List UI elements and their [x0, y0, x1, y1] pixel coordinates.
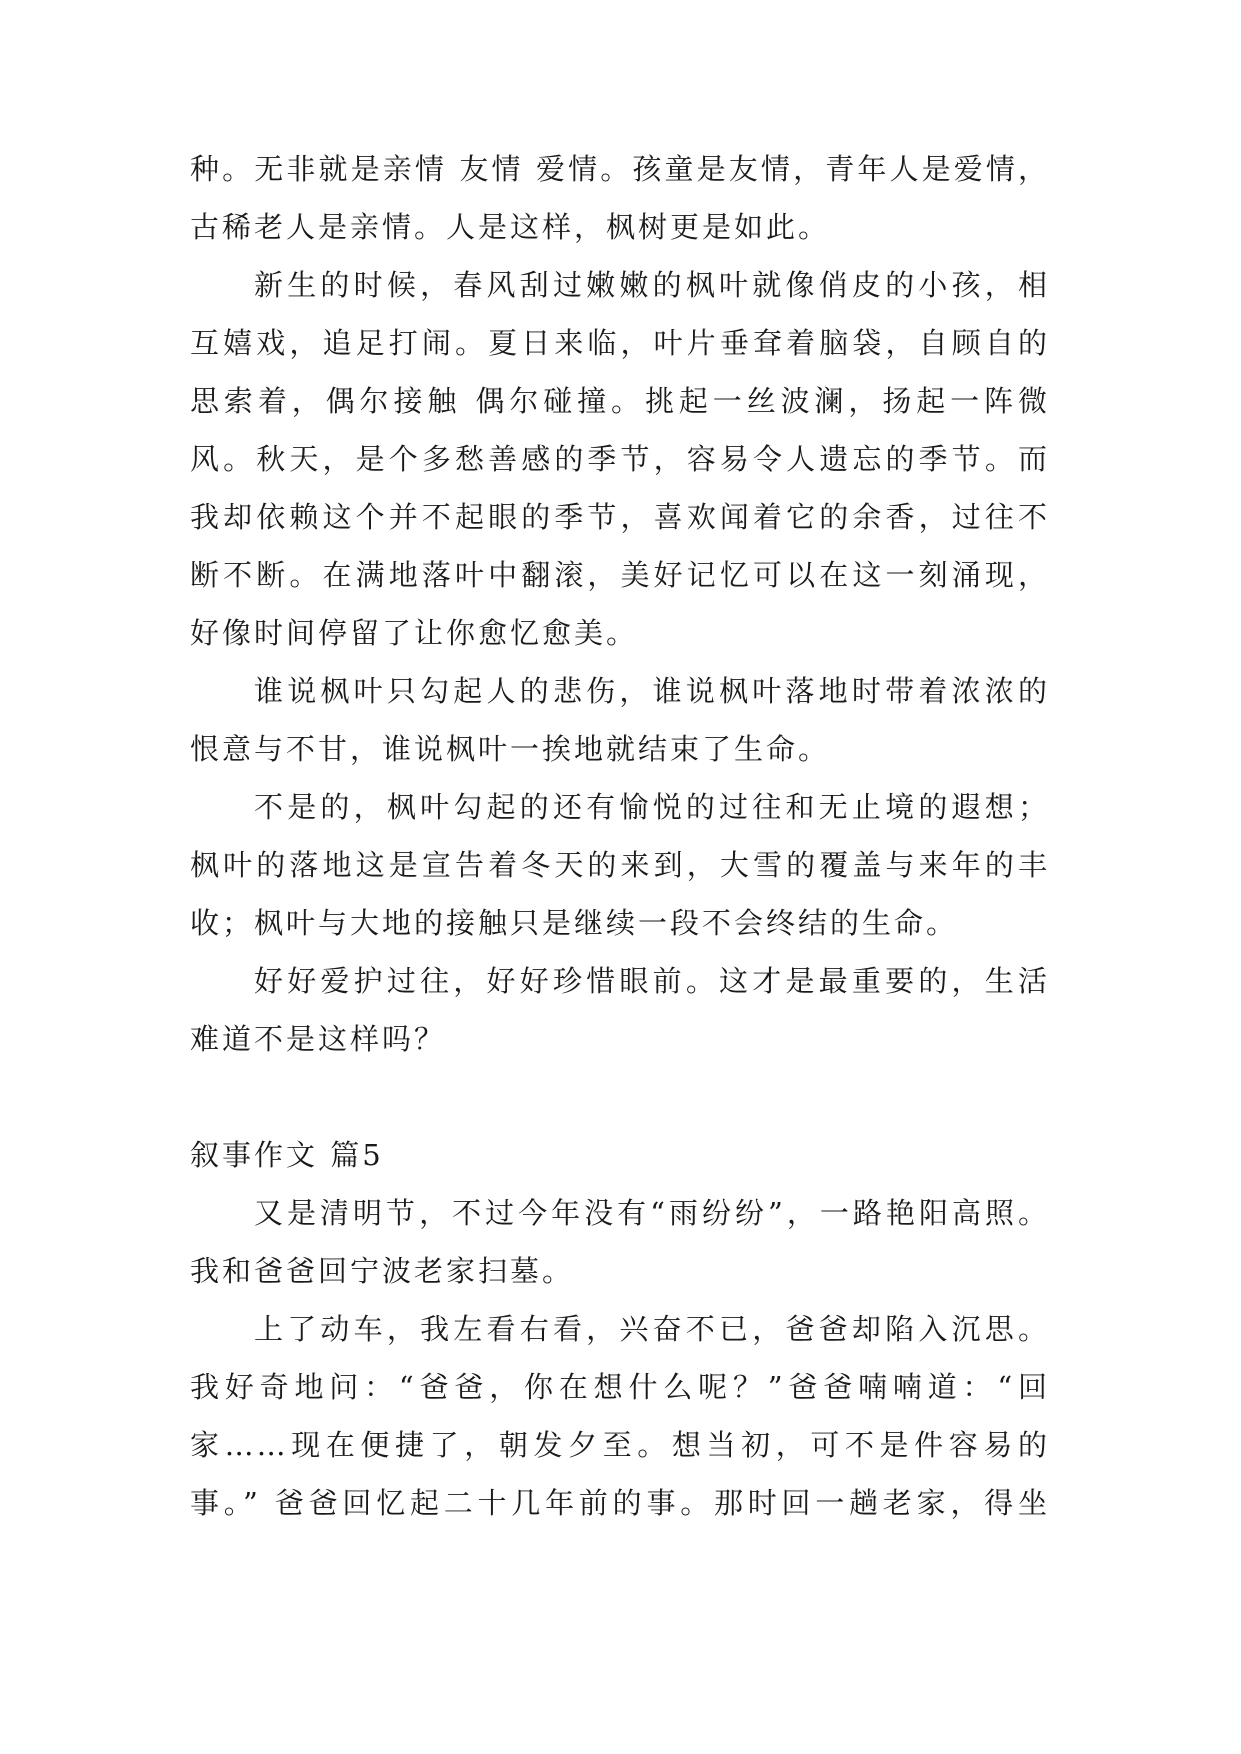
section-gap — [190, 1068, 1050, 1126]
paragraph-line: 好好爱护过往，好好珍惜眼前。这才是最重要的，生活 — [254, 964, 1050, 998]
paragraph-line: 事。” 爸爸回忆起二十几年前的事。那时回一趟老家，得坐 — [190, 1486, 1050, 1520]
paragraph-line: 难道不是这样吗？ — [190, 1022, 447, 1056]
paragraph-line: 新生的时候，春风刮过嫩嫩的枫叶就像俏皮的小孩，相 — [254, 268, 1050, 302]
essay-body — [190, 140, 1050, 1532]
paragraph-line: 我和爸爸回宁波老家扫墓。 — [190, 1254, 575, 1288]
paragraph-line: 断不断。在满地落叶中翻滚，美好记忆可以在这一刻涌现， — [190, 558, 1050, 592]
paragraph-line: 我好奇地问：“爸爸，你在想什么呢？”爸爸喃喃道：“回 — [190, 1370, 1050, 1404]
paragraph-line: 上了动车，我左看右看，兴奋不已，爸爸却陷入沉思。 — [254, 1312, 1050, 1346]
paragraph-line: 好像时间停留了让你愈忆愈美。 — [190, 616, 639, 650]
paragraph-line: 互嬉戏，追足打闹。夏日来临，叶片垂耷着脑袋，自顾自的 — [190, 326, 1050, 360]
paragraph-line: 又是清明节，不过今年没有“雨纷纷”，一路艳阳高照。 — [254, 1196, 1050, 1230]
paragraph-line: 谁说枫叶只勾起人的悲伤，谁说枫叶落地时带着浓浓的 — [254, 674, 1050, 708]
paragraph-line: 收；枫叶与大地的接触只是继续一段不会终结的生命。 — [190, 906, 959, 940]
paragraph-line: 我却依赖这个并不起眼的季节，喜欢闻着它的余香，过往不 — [190, 500, 1050, 534]
paragraph-line: 恨意与不甘，谁说枫叶一挨地就结束了生命。 — [190, 732, 831, 766]
paragraph-line: 种。无非就是亲情 友情 爱情。孩童是友情，青年人是爱情， — [190, 152, 1050, 186]
section-heading: 叙事作文 篇5 — [190, 1138, 384, 1172]
paragraph-line: 枫叶的落地这是宣告着冬天的来到，大雪的覆盖与来年的丰 — [190, 848, 1050, 882]
paragraph-line: 家……现在便捷了，朝发夕至。想当初，可不是件容易的 — [190, 1428, 1050, 1462]
paragraph-line: 古稀老人是亲情。人是这样，枫树更是如此。 — [190, 210, 831, 244]
paragraph-line: 风。秋天，是个多愁善感的季节，容易令人遗忘的季节。而 — [190, 442, 1050, 476]
paragraph-line: 不是的，枫叶勾起的还有愉悦的过往和无止境的遐想； — [254, 790, 1050, 824]
paragraph-line: 思索着，偶尔接触 偶尔碰撞。挑起一丝波澜，扬起一阵微 — [190, 384, 1050, 418]
